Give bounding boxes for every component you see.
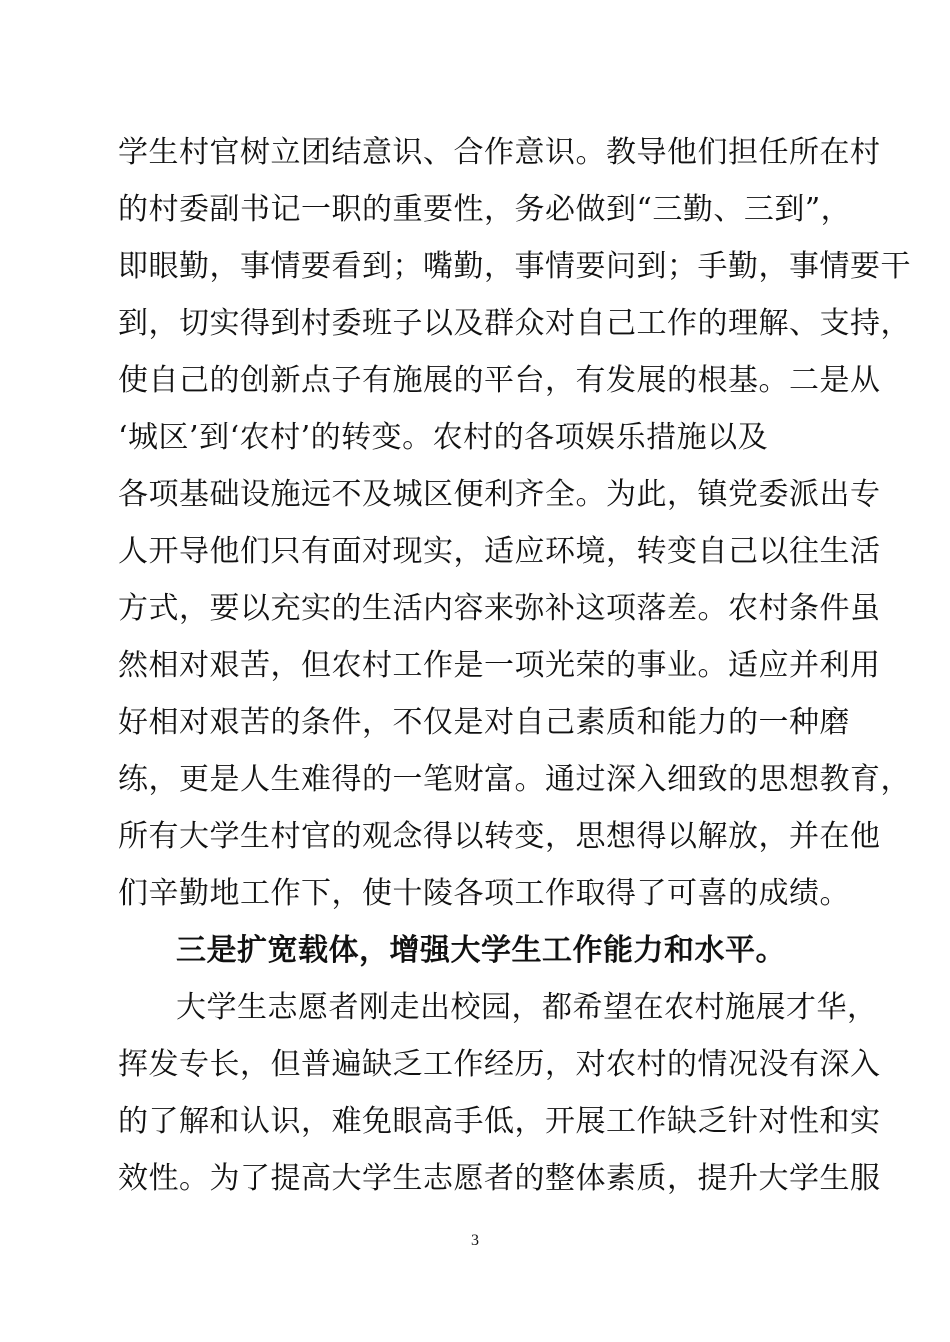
text-line: 使自己的创新点子有施展的平台，有发展的根基。二是从 [118, 363, 881, 398]
text-line: 练，更是人生难得的一笔财富。通过深入细致的思想教育， [118, 762, 911, 797]
text-line: 好相对艰苦的条件，不仅是对自己素质和能力的一种磨 [118, 705, 850, 740]
text-line: 人开导他们只有面对现实，适应环境，转变自己以往生活 [118, 534, 881, 569]
text-line: 的村委副书记一职的重要性，务必做到“三勤、三到”， [118, 192, 852, 227]
text-line: 所有大学生村官的观念得以转变，思想得以解放，并在他 [118, 819, 881, 854]
text-line: 效性。为了提高大学生志愿者的整体素质，提升大学生服 [118, 1161, 881, 1196]
text-line: 方式，要以充实的生活内容来弥补这项落差。农村条件虽 [118, 591, 881, 626]
text-line: 们辛勤地工作下，使十陵各项工作取得了可喜的成绩。 [118, 876, 850, 911]
section-heading: 三是扩宽载体，增强大学生工作能力和水平。 [176, 933, 786, 968]
text-line: 然相对艰苦，但农村工作是一项光荣的事业。适应并利用 [118, 648, 881, 683]
text-line: 各项基础设施远不及城区便利齐全。为此，镇党委派出专 [118, 477, 881, 512]
text-line: 挥发专长，但普遍缺乏工作经历，对农村的情况没有深入 [118, 1047, 881, 1082]
text-line: 的了解和认识，难免眼高手低，开展工作缺乏针对性和实 [118, 1104, 881, 1139]
text-line: 到，切实得到村委班子以及群众对自己工作的理解、支持， [118, 306, 911, 341]
text-line: ‘城区’到‘农村’的转变。农村的各项娱乐措施以及 [118, 420, 769, 455]
text-line: 大学生志愿者刚走出校园，都希望在农村施展才华， [176, 990, 878, 1025]
text-line: 学生村官树立团结意识、合作意识。教导他们担任所在村 [118, 135, 881, 170]
page-number: 3 [471, 1232, 479, 1249]
text-line: 即眼勤，事情要看到；嘴勤，事情要问到；手勤，事情要干 [118, 249, 911, 284]
